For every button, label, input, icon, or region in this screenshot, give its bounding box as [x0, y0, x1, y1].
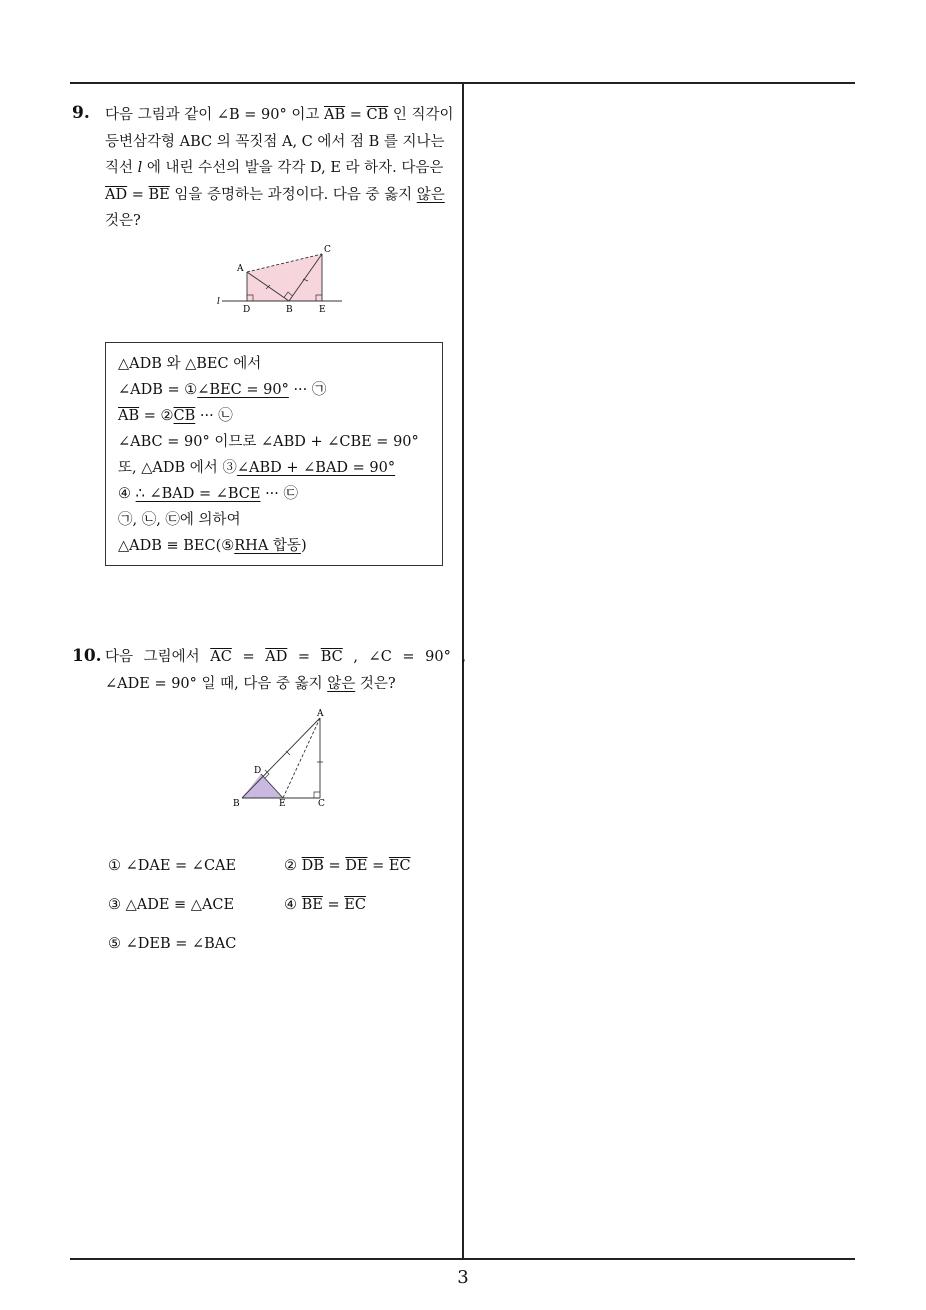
label-C: C	[324, 245, 331, 255]
underlined-segment: 않은	[327, 675, 356, 692]
question-10-line: 다음 그림에서 $\overline{AC} = \overline{AD} = \overline{BC}$ , ∠C = 90° ,	[105, 649, 467, 665]
question-9-line: 직선 l 에 내린 수선의 발을 각각 D, E 라 하자. 다음은	[105, 160, 444, 176]
right-angle-C	[314, 792, 320, 798]
label-B: B	[286, 305, 293, 315]
proof-line: △ADB ≡ BEC(⑤RHA 합동)	[118, 538, 307, 554]
overlined-segment: $\overline{AB}$	[118, 408, 140, 424]
proof-box	[105, 342, 443, 566]
overlined-segment: $\overline{AD}$	[105, 186, 128, 203]
overlined-segment: $\overline{AC}$	[210, 649, 232, 665]
option-3[interactable]: ③ △ADE ≡ △ACE	[108, 897, 235, 913]
overlined-segment: $\overline{CB}$	[366, 107, 389, 123]
question-9-line: 다음 그림과 같이 ∠B = 90° 이고 $\overline{AB} = \overline{CB}$ 인 직각이	[105, 107, 454, 123]
option-4[interactable]: ④ $\overline{BE} = \overline{EC}$	[284, 897, 366, 913]
segment-BA	[242, 718, 320, 798]
proof-line: △ADB 와 △BEC 에서	[118, 356, 262, 372]
overlined-segment: $\overline{AD}$	[265, 649, 288, 665]
overlined-segment: $\overline{DE}$	[345, 858, 368, 874]
segment-AE	[283, 718, 320, 798]
tick-AD	[286, 751, 290, 755]
overlined-segment: $\overline{BC}$	[320, 649, 343, 665]
label-A: A	[317, 709, 324, 719]
label-E: E	[279, 799, 286, 809]
question-10-line: ∠ADE = 90° 일 때, 다음 중 옳지 않은 것은?	[105, 675, 396, 692]
underlined-segment: RHA 합동	[234, 538, 301, 554]
label-l: l	[217, 297, 220, 307]
label-E: E	[319, 305, 326, 315]
overlined-segment: $\overline{DB}$	[301, 858, 324, 874]
bottom-rule	[70, 1258, 855, 1260]
proof-line: ④ ∴ ∠BAD = ∠BCE ··· ㉢	[118, 486, 299, 502]
proof-line: ∠ABC = 90° 이므로 ∠ABD + ∠CBE = 90°	[118, 434, 419, 450]
proof-line: 또, △ADB 에서 ③∠ABD + ∠BAD = 90°	[118, 460, 396, 476]
underlined-segment: ∴ ∠BAD = ∠BCE	[135, 486, 261, 502]
question-9-figure	[212, 240, 352, 320]
underlined-segment: ∠ABD + ∠BAD = 90°	[236, 460, 396, 476]
overlined-segment: CB	[173, 408, 196, 424]
underlined-segment: ∠BEC = 90°	[197, 382, 289, 398]
underlined-segment	[174, 408, 196, 424]
option-2[interactable]: ② $\overline{DB} = \overline{DE} = \overline{EC}$	[284, 858, 411, 874]
italic-segment: l	[137, 160, 143, 176]
label-C: C	[318, 799, 325, 809]
page-number: 3	[457, 1267, 469, 1288]
proof-line: ∠ADB = ①∠BEC = 90° ··· ㉠	[118, 382, 327, 398]
label-D: D	[254, 766, 262, 776]
question-10-text	[105, 644, 466, 697]
question-9-line: 등변삼각형 ABC 의 꼭짓점 A, C 에서 점 B 를 지나는	[105, 133, 445, 150]
question-10-number: 10.	[72, 646, 102, 666]
question-9-number: 9.	[72, 103, 90, 123]
underlined-segment: 않은	[416, 186, 445, 203]
label-B: B	[233, 799, 240, 809]
question-9-text	[105, 102, 454, 235]
overlined-segment: $\overline{AB}$	[323, 107, 346, 123]
option-5[interactable]: ⑤ ∠DEB = ∠BAC	[108, 936, 237, 952]
overlined-segment: $\overline{EC}$	[344, 897, 366, 913]
overlined-segment: $\overline{BE}$	[301, 897, 323, 913]
overlined-segment: $\overline{BE}$	[148, 186, 170, 203]
label-A: A	[237, 264, 244, 274]
question-9-line: 것은?	[105, 213, 141, 229]
question-10-figure	[228, 706, 338, 812]
question-9-line: $\overline{AD} = \overline{BE}$ 임을 증명하는 과정이다. 다음 중 옳지 않은	[105, 186, 445, 203]
overlined-segment: $\overline{EC}$	[388, 858, 411, 874]
label-D: D	[243, 305, 251, 315]
proof-line: $\overline{AB}$ = ②CB ··· ㉡	[118, 408, 233, 424]
proof-line: ㉠, ㉡, ㉢에 의하여	[118, 512, 241, 528]
option-1[interactable]: ① ∠DAE = ∠CAE	[108, 858, 237, 874]
